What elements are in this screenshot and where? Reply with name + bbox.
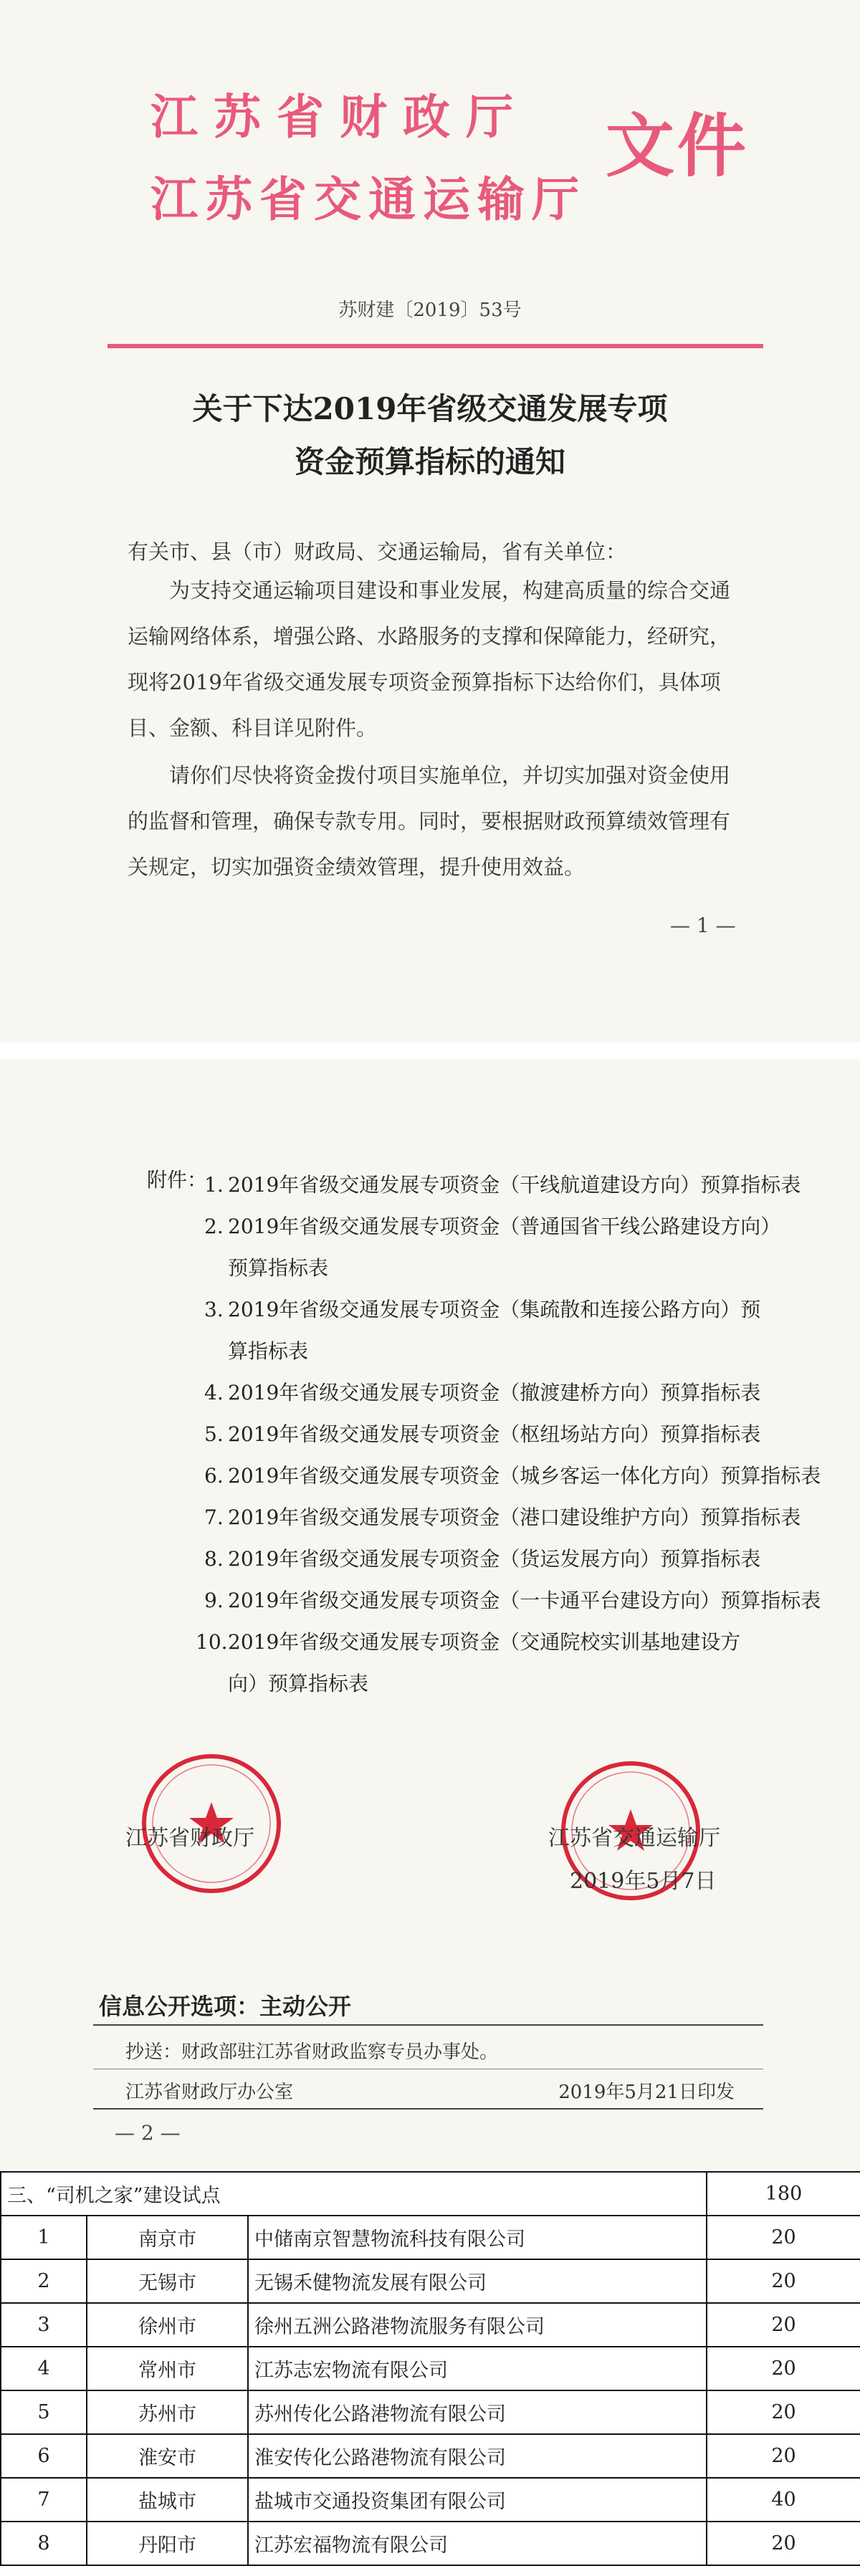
attachment-number: 9. <box>204 1589 224 1612</box>
attachment-number: 7. <box>204 1505 224 1529</box>
body-paragraph-1: 为支持交通运输项目建设和事业发展，构建高质量的综合交通运输网络体系，增强公路、水路服务的支撑和保障能力，经研究，现将2019年省级交通发展专项资金预算指标下达给你们，具体项目、金额、科目详见附件。 <box>128 578 731 740</box>
distribution-box <box>93 2024 763 2110</box>
attachment-item-text: 2019年省级交通发展专项资金（城乡客运一体化方向）预算指标表 <box>228 1464 821 1488</box>
document-number: 苏财建〔2019〕53号 <box>338 300 522 321</box>
attachment-number: 5. <box>204 1422 224 1446</box>
city-cell: 苏州市 <box>87 2390 248 2434</box>
attachment-item-text: 2019年省级交通发展专项资金（撤渡建桥方向）预算指标表 <box>228 1381 761 1404</box>
company-cell: 中储南京智慧物流科技有限公司 <box>248 2216 707 2259</box>
company-cell: 无锡禾健物流发展有限公司 <box>248 2259 707 2303</box>
signature-date: 2019年5月7日 <box>570 1869 717 1894</box>
city-cell: 常州市 <box>87 2347 248 2390</box>
table-row <box>1 2478 860 2522</box>
disclosure-option: 信息公开选项：主动公开 <box>99 1993 352 2020</box>
document-title-line-2: 资金预算指标的通知 <box>294 444 565 479</box>
attachment-item-text: 向）预算指标表 <box>228 1672 369 1695</box>
section-total: 180 <box>707 2172 860 2216</box>
city-cell: 盐城市 <box>87 2478 248 2522</box>
attachment-item-text: 2019年省级交通发展专项资金（一卡通平台建设方向）预算指标表 <box>228 1589 821 1612</box>
attachment-item-text: 2019年省级交通发展专项资金（枢纽场站方向）预算指标表 <box>228 1422 761 1446</box>
issuing-office: 江苏省财政厅办公室 <box>125 2082 294 2103</box>
city-cell: 徐州市 <box>87 2303 248 2347</box>
table-row <box>1 2259 860 2303</box>
signature-finance-department: 江苏省财政厅 <box>125 1826 254 1851</box>
table-row <box>1 2390 860 2434</box>
attachment-number: 8. <box>204 1547 224 1571</box>
city-cell: 南京市 <box>87 2216 248 2259</box>
table-section-row <box>1 2172 860 2216</box>
company-cell: 江苏宏福物流有限公司 <box>248 2522 707 2565</box>
row-number-cell: 8 <box>1 2522 87 2565</box>
header-document-label: 文件 <box>606 106 749 186</box>
row-number-cell: 2 <box>1 2259 87 2303</box>
amount-cell: 40 <box>707 2478 860 2522</box>
amount-cell: 20 <box>707 2259 860 2303</box>
section-label: 三、“司机之家”建设试点 <box>1 2172 707 2216</box>
attachment-item-text: 2019年省级交通发展专项资金（交通院校实训基地建设方 <box>228 1630 741 1654</box>
document-title-line-1: 关于下达2019年省级交通发展专项 <box>192 391 668 426</box>
row-number-cell: 4 <box>1 2347 87 2390</box>
attachment-item-text: 2019年省级交通发展专项资金（港口建设维护方向）预算指标表 <box>228 1505 801 1529</box>
header-issuer-transport: 江苏省交通运输厅 <box>150 172 586 227</box>
body-paragraph-2: 请你们尽快将资金拨付项目实施单位，并切实加强对资金使用的监督和管理，确保专款专用。同时，要根据财政预算绩效管理有关规定，切实加强资金绩效管理，提升使用效益。 <box>128 763 731 879</box>
issue-date: 2019年5月21日印发 <box>558 2082 735 2103</box>
attachment-number: 10. <box>196 1630 228 1654</box>
amount-cell: 20 <box>707 2347 860 2390</box>
attachment-item-text: 预算指标表 <box>228 1256 329 1280</box>
company-cell: 苏州传化公路港物流有限公司 <box>248 2390 707 2434</box>
budget-table <box>0 2171 860 2566</box>
attachment-item-text: 2019年省级交通发展专项资金（集疏散和连接公路方向）预 <box>228 1298 761 1321</box>
page-number: — 1 — <box>670 914 736 937</box>
document-page-1 <box>0 0 860 1043</box>
company-cell: 淮安传化公路港物流有限公司 <box>248 2434 707 2478</box>
attachment-item-text: 2019年省级交通发展专项资金（干线航道建设方向）预算指标表 <box>228 1173 801 1197</box>
header-issuer-finance: 江苏省财政厅 <box>150 90 529 145</box>
attachment-number: 2. <box>204 1215 224 1238</box>
row-number-cell: 3 <box>1 2303 87 2347</box>
amount-cell: 20 <box>707 2434 860 2478</box>
attachments-label: 附件： <box>147 1168 208 1192</box>
row-number-cell: 1 <box>1 2216 87 2259</box>
table-row <box>1 2434 860 2478</box>
row-number-cell: 5 <box>1 2390 87 2434</box>
amount-cell: 20 <box>707 2522 860 2565</box>
header-divider <box>108 344 763 348</box>
addressee: 有关市、县（市）财政局、交通运输局，省有关单位： <box>128 540 627 564</box>
attachment-number: 6. <box>204 1464 224 1488</box>
table-row <box>1 2216 860 2259</box>
page-number: — 2 — <box>115 2121 181 2145</box>
amount-cell: 20 <box>707 2390 860 2434</box>
amount-cell: 20 <box>707 2216 860 2259</box>
company-cell: 江苏志宏物流有限公司 <box>248 2347 707 2390</box>
table-row <box>1 2347 860 2390</box>
attachment-number: 3. <box>204 1298 224 1321</box>
attachment-number: 4. <box>204 1381 224 1404</box>
company-cell: 徐州五洲公路港物流服务有限公司 <box>248 2303 707 2347</box>
city-cell: 丹阳市 <box>87 2522 248 2565</box>
row-number-cell: 6 <box>1 2434 87 2478</box>
company-cell: 盐城市交通投资集团有限公司 <box>248 2478 707 2522</box>
attachment-item-text: 算指标表 <box>228 1339 309 1363</box>
budget-table-page <box>0 2171 860 2576</box>
attachment-item-text: 2019年省级交通发展专项资金（普通国省干线公路建设方向） <box>228 1215 781 1238</box>
attachment-item-text: 2019年省级交通发展专项资金（货运发展方向）预算指标表 <box>228 1547 761 1571</box>
row-number-cell: 7 <box>1 2478 87 2522</box>
city-cell: 无锡市 <box>87 2259 248 2303</box>
table-row <box>1 2303 860 2347</box>
amount-cell: 20 <box>707 2303 860 2347</box>
city-cell: 淮安市 <box>87 2434 248 2478</box>
signature-transport-department: 江苏省交通运输厅 <box>548 1826 720 1851</box>
table-row <box>1 2522 860 2565</box>
cc-line: 抄送：财政部驻江苏省财政监察专员办事处。 <box>125 2041 499 2063</box>
attachment-number: 1. <box>204 1173 224 1197</box>
